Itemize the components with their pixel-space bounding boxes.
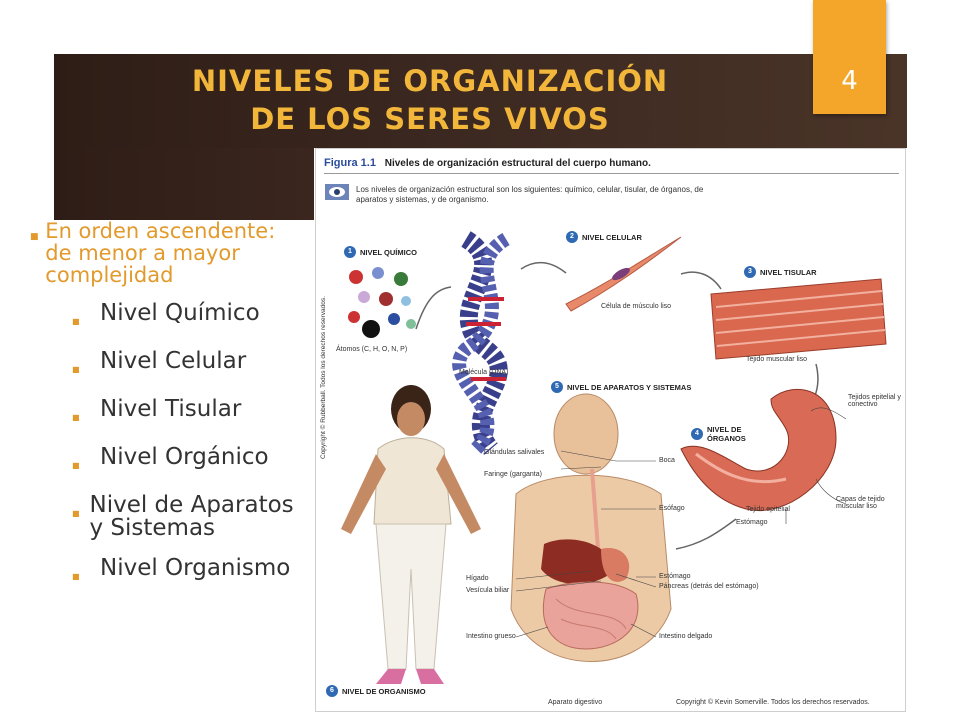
- girl-photo-illustration: [341, 385, 481, 684]
- title-band-tail: [54, 148, 314, 220]
- atoms-illustration: [348, 267, 416, 338]
- square-bullet-icon: ■: [72, 317, 80, 326]
- figure-number: Figura 1.1: [324, 157, 376, 169]
- sub-bullet: [30, 446, 300, 477]
- sub-bullet-text: Nivel Celular: [100, 348, 247, 374]
- square-bullet-icon: ■: [72, 461, 80, 470]
- square-bullet-icon: ■: [30, 232, 39, 242]
- arrow-icon: [676, 519, 736, 549]
- slide-title-line1: NIVELES DE ORGANIZACIÓN: [191, 64, 669, 98]
- square-bullet-icon: ■: [72, 413, 80, 422]
- sub-bullet: [30, 302, 300, 333]
- arrow-icon: [681, 272, 721, 289]
- copyright-art: Copyright © Kevin Somerville. Todos los derechos reservados.: [676, 699, 870, 706]
- label-boca: Boca: [659, 457, 675, 464]
- label-estomago-organ: Estómago: [736, 519, 768, 526]
- muscle-tissue-illustration: [711, 279, 886, 359]
- level-tag-tissue: 3 NIVEL TISULAR: [744, 266, 817, 278]
- label-tejidos-epitelial: Tejidos epitelial y conectivo: [848, 394, 901, 408]
- level-tag-chemical: 1 NIVEL QUÍMICO: [344, 246, 417, 258]
- label-pancreas: Páncreas (detrás del estómago): [659, 583, 759, 590]
- figure-note: Los niveles de organización estructural son los siguientes: químico, celular, tisular, de órganos, de aparatos y sistemas, y de organismo.: [356, 185, 704, 204]
- sub-bullet: [30, 350, 300, 381]
- label-vesicula: Vesícula biliar: [466, 587, 510, 594]
- label-tissue: Tejido muscular liso: [746, 356, 808, 363]
- stomach-organ-illustration: [681, 389, 836, 510]
- page-number: 4: [841, 66, 858, 96]
- label-atoms: Átomos (C, H, O, N, P): [336, 346, 408, 353]
- sub-bullet-text: Nivel Tisular: [100, 396, 242, 422]
- label-higado: Hígado: [466, 575, 489, 582]
- bullet-list: [30, 220, 300, 605]
- sub-bullet-text: Nivel Organismo: [100, 555, 291, 581]
- square-bullet-icon: ■: [72, 365, 80, 374]
- page-number-badge: [813, 0, 886, 114]
- sub-bullet-text: Nivel de Aparatos y Sistemas: [89, 492, 294, 541]
- square-bullet-icon: ■: [72, 572, 80, 581]
- sub-bullet-text: Nivel Orgánico: [100, 444, 269, 470]
- arrow-icon: [416, 287, 451, 329]
- sub-bullet: [30, 557, 300, 588]
- level-tag-organ: 4 NIVEL DE ÓRGANOS: [691, 425, 771, 443]
- human-torso-illustration: [511, 394, 671, 662]
- label-faringe: Faringe (garganta): [484, 471, 542, 478]
- main-bullet: [30, 220, 300, 286]
- sub-bullet-text: Nivel Químico: [100, 300, 260, 326]
- label-intestino-grueso: Intestino grueso: [466, 633, 516, 640]
- label-intestino-delgado: Intestino delgado: [659, 633, 713, 640]
- label-cell: Célula de músculo liso: [601, 303, 672, 310]
- label-aparato-digestivo: Aparato digestivo: [548, 699, 603, 706]
- label-capas: Capas de tejido muscular liso: [836, 496, 885, 510]
- label-glandulas: Glándulas salivales: [484, 449, 545, 456]
- label-molecule: Molécula (DNA): [459, 369, 509, 376]
- smooth-muscle-cell-illustration: [566, 237, 681, 311]
- sub-bullet: [30, 494, 300, 540]
- label-tejido-epitelial: Tejido epitelial: [746, 506, 790, 513]
- level-tag-organism: 6 NIVEL DE ORGANISMO: [326, 685, 426, 697]
- sub-bullet: [30, 398, 300, 429]
- main-bullet-text: En orden ascendente: de menor a mayor complejidad: [45, 219, 276, 287]
- copyright-photo: Copyright © Rubberball. Todos los derechos reservados.: [320, 296, 327, 459]
- sub-bullet-list: [30, 302, 300, 588]
- figure-title: Niveles de organización estructural del cuerpo humano.: [384, 158, 651, 169]
- level-tag-cellular: 2 NIVEL CELULAR: [566, 231, 642, 243]
- square-bullet-icon: ■: [72, 509, 80, 518]
- arrow-icon: [521, 263, 566, 273]
- slide-title: [120, 62, 740, 138]
- level-tag-systems: 5 NIVEL DE APARATOS Y SISTEMAS: [551, 381, 691, 393]
- dna-molecule-illustration: [459, 239, 509, 449]
- label-esofago: Esófago: [659, 505, 685, 512]
- label-estomago-system: Estómago: [659, 573, 691, 580]
- figure-panel: [315, 148, 906, 712]
- slide-title-line2: DE LOS SERES VIVOS: [250, 102, 610, 136]
